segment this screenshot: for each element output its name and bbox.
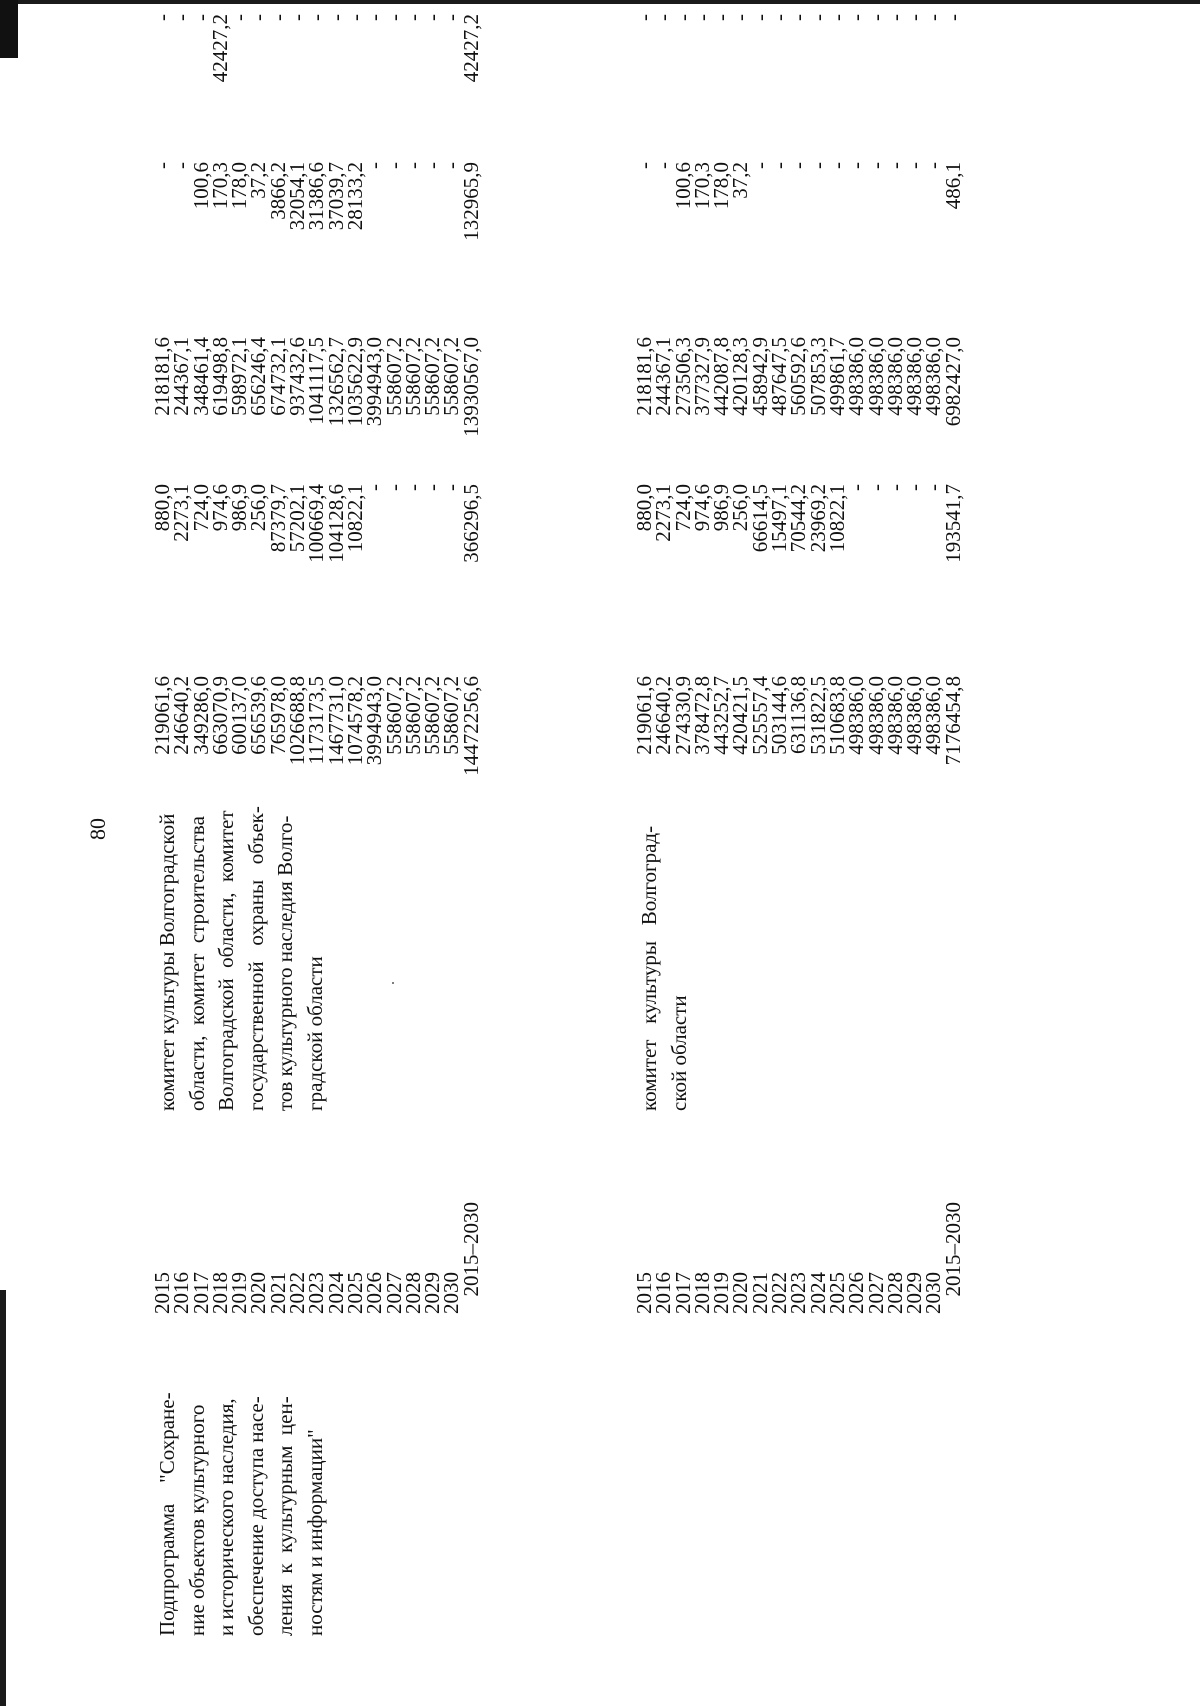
- regional-cell: 619498,8: [207, 337, 232, 416]
- municipal-cell: -: [747, 162, 772, 169]
- municipal-cell: -: [632, 162, 656, 169]
- regional-cell: 558607,2: [439, 337, 464, 416]
- extra-cell: -: [362, 14, 387, 21]
- total-cell: 1173173,5: [304, 676, 329, 765]
- federal-cell: 87379,7: [265, 484, 290, 553]
- extra-cell: -: [246, 14, 271, 21]
- total-cell: 531822,5: [805, 676, 830, 755]
- extra-cell: -: [342, 14, 367, 21]
- extra-cell: -: [805, 14, 830, 21]
- regional-cell: 1041117,5: [304, 337, 329, 425]
- total-cell: 765978,0: [265, 676, 290, 755]
- municipal-cell: -: [863, 162, 888, 169]
- total-cell: 219061,6: [632, 676, 656, 755]
- municipal-budget-column: [150, 162, 483, 274]
- years-cell: 2023: [304, 1272, 329, 1314]
- extra-cell: -: [632, 14, 656, 21]
- federal-cell: -: [400, 484, 425, 491]
- years-cell: 2016: [169, 1272, 194, 1314]
- regional-cell: 487647,5: [767, 337, 792, 416]
- regional-cell: 498386,0: [902, 337, 927, 416]
- federal-cell: 256,0: [728, 484, 753, 532]
- years-cell: 2022: [767, 1272, 792, 1314]
- municipal-cell: 100,6: [188, 162, 213, 210]
- regional-budget-column: [632, 337, 965, 469]
- total-cell: 219061,6: [150, 676, 174, 755]
- municipal-cell: -: [439, 162, 464, 169]
- years-cell: 2028: [882, 1272, 907, 1314]
- extra-cell: -: [902, 14, 927, 21]
- federal-cell: 986,9: [709, 484, 734, 532]
- total-cell: 525557,4: [747, 676, 772, 755]
- extra-cell: -: [439, 14, 464, 21]
- municipal-cell: 28133,2: [342, 162, 367, 231]
- federal-cell: -: [844, 484, 869, 491]
- extra-cell: -: [323, 14, 348, 21]
- years-cell: 2021: [265, 1272, 290, 1314]
- municipal-cell: -: [150, 162, 174, 169]
- regional-cell: 244367,1: [169, 337, 194, 416]
- federal-cell: -: [381, 484, 406, 491]
- municipal-cell: 37039,7: [323, 162, 348, 231]
- regional-cell: 560592,6: [786, 337, 811, 416]
- federal-budget-column: [632, 484, 965, 596]
- regional-cell: 498386,0: [844, 337, 869, 416]
- regional-cell: 1035622,9: [342, 337, 367, 427]
- municipal-cell: 100,6: [670, 162, 695, 210]
- subprogram-title: Подпрограмма "Сохране- ние объектов культурного и исторического наследия, обеспечение доступа насе- ления к культурным цен- ностям и информации": [155, 1392, 327, 1636]
- federal-cell: -: [362, 484, 387, 491]
- total-cell: 503144,6: [767, 676, 792, 755]
- municipal-cell: -: [651, 162, 676, 169]
- extra-cell: -: [169, 14, 194, 21]
- years-cell: 2030: [439, 1272, 464, 1314]
- federal-budget-column: [150, 484, 483, 596]
- federal-cell: 2273,1: [651, 484, 676, 542]
- total-cell: 663070,9: [207, 676, 232, 755]
- regional-cell: 498386,0: [921, 337, 946, 416]
- years-cell: 2030: [921, 1272, 946, 1314]
- regional-cell: 348461,4: [188, 337, 213, 416]
- municipal-budget-column: [632, 162, 965, 274]
- municipal-cell: -: [400, 162, 425, 169]
- years-cell: 2024: [805, 1272, 830, 1314]
- federal-cell: 974,6: [689, 484, 714, 532]
- extra-cell: -: [747, 14, 772, 21]
- regional-cell: 598972,1: [227, 337, 252, 416]
- years-cell: 2021: [747, 1272, 772, 1314]
- extra-cell: -: [227, 14, 252, 21]
- total-cell: 14472256,6: [458, 676, 483, 776]
- total-cell: 443252,7: [709, 676, 734, 755]
- extra-cell: -: [689, 14, 714, 21]
- federal-cell: 986,9: [227, 484, 252, 532]
- extra-cell: -: [651, 14, 676, 21]
- municipal-cell: 32054,1: [285, 162, 310, 231]
- municipal-cell: -: [381, 162, 406, 169]
- federal-cell: 880,0: [150, 484, 174, 532]
- regional-cell: 499861,7: [824, 337, 849, 416]
- federal-cell: -: [863, 484, 888, 491]
- years-cell: 2015: [150, 1272, 174, 1314]
- total-cell: 631136,8: [786, 676, 811, 754]
- total-cell: 498386,0: [844, 676, 869, 755]
- municipal-cell: -: [902, 162, 927, 169]
- total-cell: 510683,8: [824, 676, 849, 755]
- extrabudgetary-column: [150, 14, 483, 112]
- municipal-cell: 37,2: [246, 162, 271, 199]
- extra-cell: -: [420, 14, 445, 21]
- municipal-cell: -: [844, 162, 869, 169]
- municipal-cell: -: [767, 162, 792, 169]
- years-cell: 2020: [728, 1272, 753, 1314]
- federal-cell: 57202,1: [285, 484, 310, 553]
- federal-cell: 193541,7: [940, 484, 965, 563]
- total-cell: 246640,2: [651, 676, 676, 755]
- years-cell: 2019: [227, 1272, 252, 1314]
- regional-cell: 377327,9: [689, 337, 714, 416]
- federal-cell: 104128,6: [323, 484, 348, 563]
- total-cell: 558607,2: [381, 676, 406, 755]
- total-cell: 1074578,2: [342, 676, 367, 766]
- total-cell: 498386,0: [921, 676, 946, 755]
- municipal-cell: -: [805, 162, 830, 169]
- page-number: 80: [85, 818, 110, 840]
- regional-cell: 937432,6: [285, 337, 310, 416]
- total-cell: 498386,0: [902, 676, 927, 755]
- years-column: [150, 1202, 483, 1314]
- municipal-cell: 486,1: [940, 162, 965, 210]
- regional-cell: 420128,3: [728, 337, 753, 416]
- years-cell: 2015–2030: [458, 1202, 483, 1297]
- federal-cell: -: [882, 484, 907, 491]
- total-cell: 378472,8: [689, 676, 714, 755]
- total-funding-column: [150, 676, 483, 804]
- total-cell: 420421,5: [728, 676, 753, 755]
- regional-cell: 558607,2: [420, 337, 445, 416]
- municipal-cell: 132965,9: [458, 162, 483, 241]
- total-cell: 1467731,0: [323, 676, 348, 766]
- extra-cell: -: [709, 14, 734, 21]
- federal-cell: 974,6: [207, 484, 232, 532]
- regional-cell: 273506,3: [670, 337, 695, 416]
- total-cell: 656539,6: [246, 676, 271, 755]
- extra-cell: -: [304, 14, 329, 21]
- extra-cell: -: [265, 14, 290, 21]
- municipal-cell: -: [786, 162, 811, 169]
- municipal-cell: 170,3: [689, 162, 714, 210]
- total-cell: 498386,0: [882, 676, 907, 755]
- municipal-cell: 31386,6: [304, 162, 329, 231]
- responsible-executor: комитет культуры Волгоград- ской области: [637, 825, 691, 1111]
- years-cell: 2019: [709, 1272, 734, 1314]
- federal-cell: -: [902, 484, 927, 491]
- extra-cell: -: [863, 14, 888, 21]
- federal-cell: 366296,5: [458, 484, 483, 563]
- federal-cell: 724,0: [188, 484, 213, 532]
- years-cell: 2024: [323, 1272, 348, 1314]
- federal-cell: 15497,1: [767, 484, 792, 553]
- years-cell: 2022: [285, 1272, 310, 1314]
- total-cell: 558607,2: [420, 676, 445, 755]
- regional-cell: 656246,4: [246, 337, 271, 416]
- extrabudgetary-column: [632, 14, 965, 112]
- years-cell: 2015–2030: [940, 1202, 965, 1297]
- years-cell: 2018: [689, 1272, 714, 1314]
- federal-cell: -: [439, 484, 464, 491]
- federal-cell: -: [921, 484, 946, 491]
- regional-cell: 674732,1: [265, 337, 290, 416]
- years-cell: 2026: [844, 1272, 869, 1314]
- extra-cell: 42427,2: [458, 14, 483, 83]
- municipal-cell: -: [921, 162, 946, 169]
- years-cell: 2017: [670, 1272, 695, 1314]
- years-cell: 2018: [207, 1272, 232, 1314]
- years-cell: 2017: [188, 1272, 213, 1314]
- regional-cell: 498386,0: [863, 337, 888, 416]
- total-cell: 1026688,8: [285, 676, 310, 766]
- extra-cell: -: [285, 14, 310, 21]
- total-cell: 349286,0: [188, 676, 213, 755]
- regional-cell: 3994943,0: [362, 337, 387, 427]
- extra-cell: -: [824, 14, 849, 21]
- years-cell: 2023: [786, 1272, 811, 1314]
- federal-cell: 10822,1: [342, 484, 367, 553]
- total-cell: 498386,0: [863, 676, 888, 755]
- years-cell: 2027: [381, 1272, 406, 1314]
- total-cell: 7176454,8: [940, 676, 965, 766]
- years-cell: 2029: [902, 1272, 927, 1314]
- regional-cell: 218181,6: [150, 337, 174, 416]
- extra-cell: -: [400, 14, 425, 21]
- federal-cell: 724,0: [670, 484, 695, 532]
- regional-cell: 558607,2: [400, 337, 425, 416]
- extra-cell: -: [728, 14, 753, 21]
- years-cell: 2028: [400, 1272, 425, 1314]
- extra-cell: -: [150, 14, 174, 21]
- extra-cell: -: [882, 14, 907, 21]
- extra-cell: -: [381, 14, 406, 21]
- years-cell: 2027: [863, 1272, 888, 1314]
- federal-cell: 880,0: [632, 484, 656, 532]
- years-cell: 2015: [632, 1272, 656, 1314]
- federal-cell: 100669,4: [304, 484, 329, 563]
- extra-cell: -: [844, 14, 869, 21]
- municipal-cell: 178,0: [227, 162, 252, 210]
- years-cell: 2026: [362, 1272, 387, 1314]
- municipal-cell: 37,2: [728, 162, 753, 199]
- total-cell: 558607,2: [400, 676, 425, 755]
- regional-cell: 458942,9: [747, 337, 772, 416]
- regional-cell: 498386,0: [882, 337, 907, 416]
- years-column: [632, 1202, 965, 1314]
- municipal-cell: 178,0: [709, 162, 734, 210]
- extra-cell: -: [670, 14, 695, 21]
- municipal-cell: -: [169, 162, 194, 169]
- regional-cell: 218181,6: [632, 337, 656, 416]
- municipal-cell: 3866,2: [265, 162, 290, 220]
- regional-cell: 244367,1: [651, 337, 676, 416]
- extra-cell: -: [940, 14, 965, 21]
- total-cell: 600137,0: [227, 676, 252, 755]
- federal-cell: 66614,5: [747, 484, 772, 553]
- federal-cell: -: [420, 484, 445, 491]
- years-cell: 2016: [651, 1272, 676, 1314]
- regional-cell: 558607,2: [381, 337, 406, 416]
- responsible-executors: комитет культуры Волгоградской области, комитет строительства Волгоградской области, комитет государственной охраны объек- тов культурного наследия Волго- градской области: [155, 806, 327, 1111]
- municipal-cell: -: [882, 162, 907, 169]
- municipal-cell: -: [824, 162, 849, 169]
- years-cell: 2020: [246, 1272, 271, 1314]
- total-cell: 558607,2: [439, 676, 464, 755]
- federal-cell: 70544,2: [786, 484, 811, 553]
- federal-cell: 23969,2: [805, 484, 830, 553]
- extra-cell: -: [188, 14, 213, 21]
- extra-cell: -: [786, 14, 811, 21]
- federal-cell: 256,0: [246, 484, 271, 532]
- total-cell: 3994943,0: [362, 676, 387, 766]
- years-cell: 2029: [420, 1272, 445, 1314]
- extra-cell: -: [767, 14, 792, 21]
- extra-cell: 42427,2: [207, 14, 232, 83]
- total-funding-column: [632, 676, 965, 804]
- regional-budget-column: [150, 337, 483, 469]
- municipal-cell: -: [420, 162, 445, 169]
- extra-cell: -: [921, 14, 946, 21]
- regional-cell: 13930567,0: [458, 337, 483, 437]
- years-cell: 2025: [342, 1272, 367, 1314]
- years-cell: 2025: [824, 1272, 849, 1314]
- federal-cell: 2273,1: [169, 484, 194, 542]
- regional-cell: 442087,8: [709, 337, 734, 416]
- total-cell: 246640,2: [169, 676, 194, 755]
- regional-cell: 6982427,0: [940, 337, 965, 427]
- municipal-cell: 170,3: [207, 162, 232, 210]
- total-cell: 274330,9: [670, 676, 695, 755]
- federal-cell: 10822,1: [824, 484, 849, 553]
- municipal-cell: -: [362, 162, 387, 169]
- regional-cell: 1326562,7: [323, 337, 348, 427]
- regional-cell: 507853,3: [805, 337, 830, 416]
